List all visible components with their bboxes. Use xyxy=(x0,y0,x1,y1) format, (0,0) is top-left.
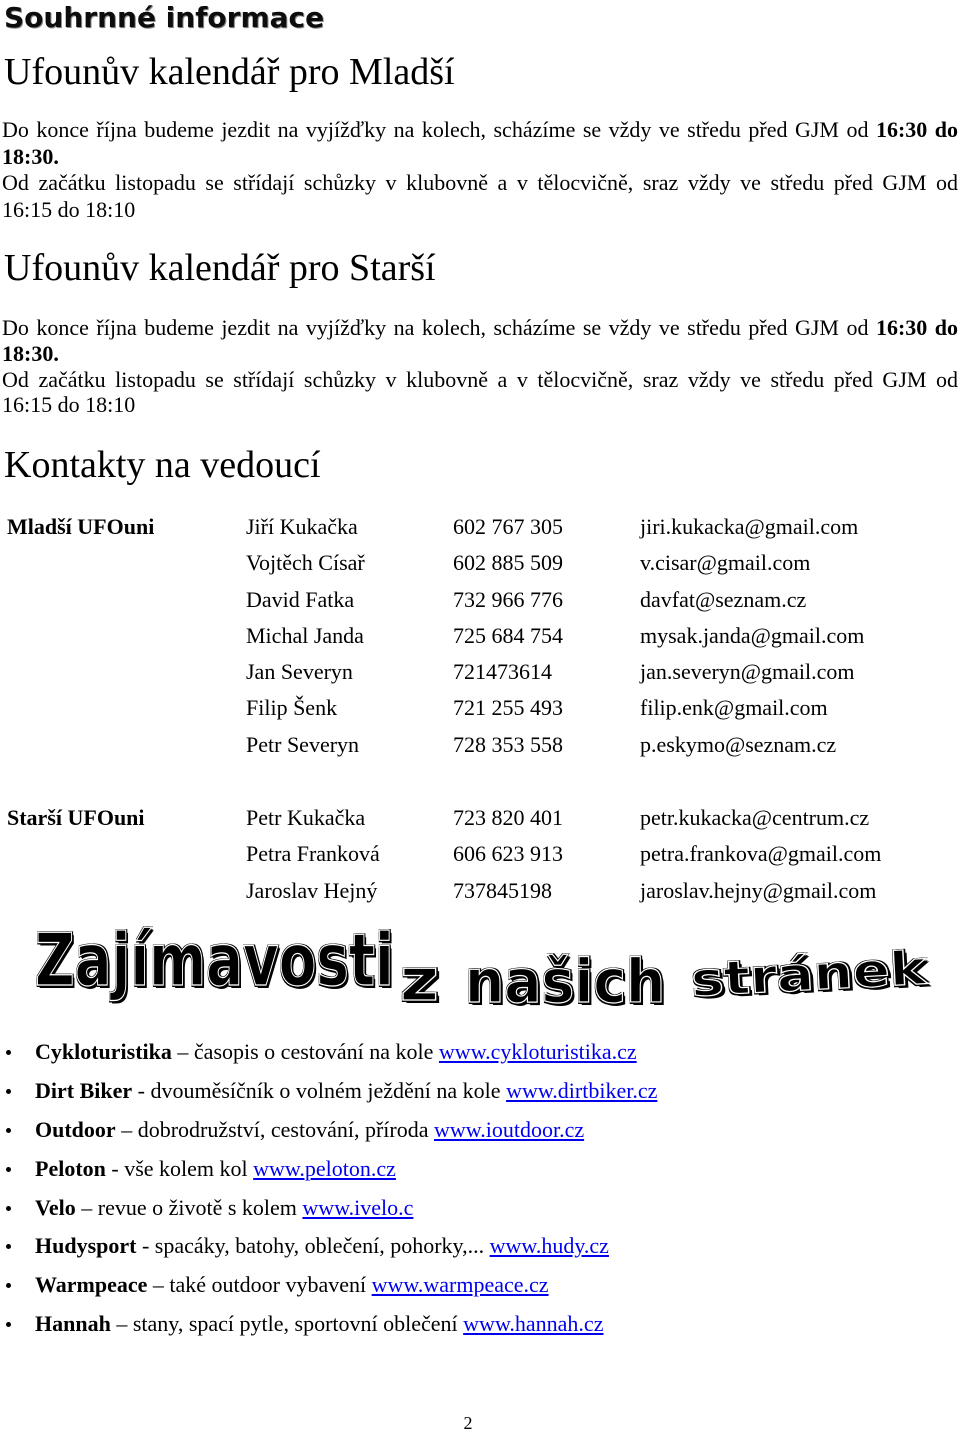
contact-phone: 723 820 401 xyxy=(453,805,563,830)
contact-row xyxy=(0,509,960,545)
calendar-text-older xyxy=(2,315,958,418)
contact-name: Jaroslav Hejný xyxy=(246,877,378,903)
text-line: 16:15 do 18:10 xyxy=(2,392,136,418)
contact-email: petra.frankova@gmail.com xyxy=(640,841,882,867)
time-bold: 16:30 do xyxy=(875,315,959,340)
list-item xyxy=(0,1072,960,1111)
contact-row xyxy=(0,690,960,726)
contact-row xyxy=(0,836,960,872)
contact-email: davfat@seznam.cz xyxy=(640,586,807,612)
text-line: 16:15 do 18:10 xyxy=(2,196,136,222)
list-item xyxy=(0,1033,960,1072)
site-link[interactable]: www.ioutdoor.cz xyxy=(434,1116,585,1142)
contact-email: jan.severyn@gmail.com xyxy=(640,659,855,685)
group-label: Starší UFOuni xyxy=(7,805,145,830)
contact-phone: 606 623 913 xyxy=(453,841,563,867)
site-link[interactable]: www.dirtbiker.cz xyxy=(506,1077,658,1103)
contact-row xyxy=(0,582,960,618)
contact-name: Petra Franková xyxy=(246,841,380,867)
text-line xyxy=(2,315,958,341)
site-link[interactable]: www.cykloturistika.cz xyxy=(438,1039,637,1064)
contacts-title: Kontakty na vedoucí xyxy=(4,444,321,486)
group-label: Mladší UFOuni xyxy=(7,514,155,539)
time-bold: 16:30 do xyxy=(875,117,959,142)
links-list xyxy=(0,1033,960,1344)
contact-row xyxy=(0,618,960,654)
list-item xyxy=(0,1266,960,1305)
text: Do konce října budeme jezdit na vyjížďky na kolech, scházíme se vždy ve středu před GJM od xyxy=(2,117,869,142)
list-item xyxy=(0,1227,960,1266)
contact-email: v.cisar@gmail.com xyxy=(640,550,811,576)
contact-name: Vojtěch Císař xyxy=(246,550,365,576)
contact-phone: 737845198 xyxy=(453,877,552,903)
list-item xyxy=(0,1305,960,1344)
site-description: – revue o životě s kolem xyxy=(81,1194,297,1220)
wordart-word: Zajímavosti xyxy=(35,918,394,1002)
contact-name: Jiří Kukačka xyxy=(246,514,358,539)
contact-email: p.eskymo@seznam.cz xyxy=(640,731,837,757)
contact-email: jaroslav.hejny@gmail.com xyxy=(640,877,877,903)
text: Do konce října budeme jezdit na vyjížďky na kolech, scházíme se vždy ve středu před GJM od xyxy=(2,315,869,340)
contact-group-younger xyxy=(0,509,960,763)
contact-phone: 721473614 xyxy=(453,659,552,685)
contact-row xyxy=(0,654,960,690)
text-line xyxy=(2,117,958,144)
contact-row xyxy=(0,727,960,763)
site-name: Outdoor xyxy=(35,1116,116,1142)
contact-rows xyxy=(0,800,960,909)
site-description: - spacáky, batohy, oblečení, pohorky,... xyxy=(141,1233,485,1259)
wordart-word: našich xyxy=(465,947,666,1017)
contact-email: mysak.janda@gmail.com xyxy=(640,622,865,648)
site-description: – dobrodružství, cestování, příroda xyxy=(121,1116,429,1142)
site-link[interactable]: www.warmpeace.cz xyxy=(371,1272,549,1298)
contact-row xyxy=(0,800,960,836)
site-description: – stany, spací pytle, sportovní oblečení xyxy=(116,1311,458,1337)
site-link[interactable]: www.peloton.cz xyxy=(253,1155,396,1181)
site-description: – také outdoor vybavení xyxy=(152,1272,367,1298)
site-description: - dvouměsíčník o volném ježdění na kole xyxy=(137,1077,501,1103)
contact-phone: 725 684 754 xyxy=(453,622,563,648)
site-link[interactable]: www.ivelo.c xyxy=(302,1194,414,1220)
contact-phone: 728 353 558 xyxy=(453,731,563,757)
wordart-word: z xyxy=(400,946,439,1014)
contact-phone: 721 255 493 xyxy=(453,695,563,721)
text-line xyxy=(2,341,958,367)
calendar-title-older: Ufounův kalendář pro Starší xyxy=(4,247,436,289)
contact-name: David Fatka xyxy=(246,586,355,612)
contact-name: Michal Janda xyxy=(246,622,364,648)
text-line: Od začátku listopadu se střídají schůzky v klubovně a v tělocvičně, sraz vždy ve středu před GJM od xyxy=(2,170,958,196)
site-description: – časopis o cestování na kole xyxy=(177,1039,434,1064)
contact-phone: 602 885 509 xyxy=(453,550,563,576)
contact-rows xyxy=(0,509,960,763)
text-line xyxy=(2,144,958,171)
time-bold: 18:30. xyxy=(2,340,59,366)
contact-row xyxy=(0,545,960,581)
site-name: Velo xyxy=(35,1194,76,1220)
text-line: Od začátku listopadu se střídají schůzky v klubovně a v tělocvičně, sraz vždy ve středu před GJM od xyxy=(2,366,958,392)
site-name: Hudysport xyxy=(35,1233,137,1259)
contact-group-older xyxy=(0,800,960,909)
site-name: Cykloturistika xyxy=(35,1039,172,1064)
contact-email: filip.enk@gmail.com xyxy=(640,695,828,721)
contact-name: Filip Šenk xyxy=(246,695,338,721)
site-description: - vše kolem kol xyxy=(111,1155,248,1181)
site-name: Warmpeace xyxy=(35,1272,148,1298)
contact-name: Jan Severyn xyxy=(246,659,353,685)
site-link[interactable]: www.hannah.cz xyxy=(463,1311,604,1337)
contact-name: Petr Severyn xyxy=(246,731,360,757)
contact-row xyxy=(0,873,960,909)
contact-email: petr.kukacka@centrum.cz xyxy=(640,805,870,830)
list-item xyxy=(0,1189,960,1228)
contact-phone: 732 966 776 xyxy=(453,586,563,612)
site-name: Hannah xyxy=(35,1311,111,1337)
list-item xyxy=(0,1111,960,1150)
page-number: 2 xyxy=(463,1413,473,1433)
page-heading: Souhrnné informace xyxy=(4,1,325,34)
site-name: Dirt Biker xyxy=(35,1077,133,1103)
calendar-title-younger: Ufounův kalendář pro Mladší xyxy=(4,51,455,93)
site-link[interactable]: www.hudy.cz xyxy=(489,1233,609,1259)
wordart-word: stránek xyxy=(689,940,928,1007)
contact-name: Petr Kukačka xyxy=(246,805,366,830)
contact-phone: 602 767 305 xyxy=(453,514,563,539)
site-name: Peloton xyxy=(35,1155,106,1181)
list-item xyxy=(0,1150,960,1189)
time-bold: 18:30. xyxy=(2,143,59,169)
calendar-text-younger xyxy=(2,117,958,223)
contact-email: jiri.kukacka@gmail.com xyxy=(640,514,859,539)
